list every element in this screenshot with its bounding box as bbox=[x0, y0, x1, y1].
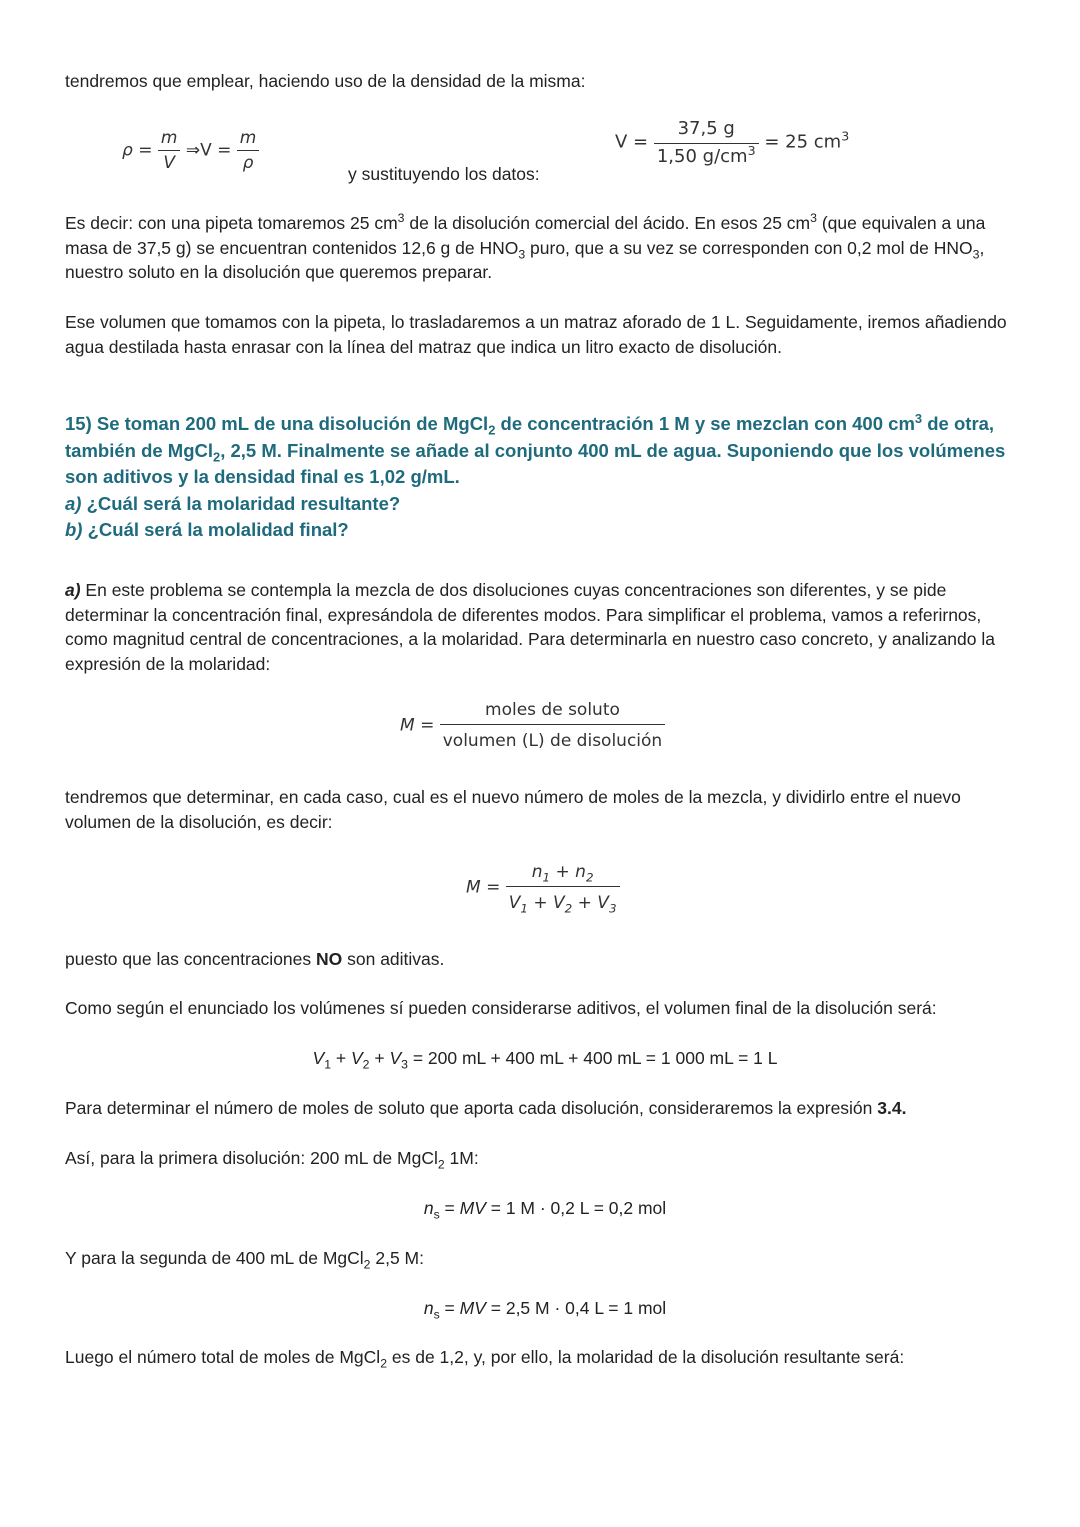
density-formula: ρ = $\frac{m}{V}$ ⇒V = $\frac{m}{\rho}$ bbox=[122, 128, 259, 173]
paragraph-flask: Ese volumen que tomamos con la pipeta, lo trasladaremos a un matraz aforado de 1 L. Seguidamente, iremos añadiendo agua destilada hasta enrasar con la línea del matraz que indica un litro exacto de disolución. bbox=[65, 312, 1007, 357]
paragraph-expression: Para determinar el número de moles de soluto que aporta cada disolución, consideraremos la expresión 3.4. bbox=[65, 1098, 907, 1118]
question-part-b: b) ¿Cuál será la molalidad final? bbox=[65, 519, 349, 540]
intro-line: tendremos que emplear, haciendo uso de la densidad de la misma: bbox=[65, 71, 586, 91]
answer-a-paragraph: a) En este problema se contempla la mezcla de dos disoluciones cuyas concentraciones son diferentes, y se pide determinar la concentración final, expresándola de diferentes modos. Para simplificar el problema, vamos a referirnos, como magnitud central de concentraciones, a la molaridad. Para determinarla en nuestro caso concreto, y analizando la expresión de la molaridad: bbox=[65, 580, 995, 674]
paragraph-not-additive: puesto que las concentraciones NO son aditivas. bbox=[65, 949, 445, 969]
question-part-a: a) ¿Cuál será la molaridad resultante? bbox=[65, 492, 401, 514]
mix-formula: M = $\frac{n_1 + n_2}{V_1 + V_2 + V_3}$ bbox=[466, 862, 620, 913]
paragraph-volumes: Como según el enunciado los volúmenes sí pueden considerarse aditivos, el volumen final de la disolución será: bbox=[65, 998, 937, 1018]
first-solution-line: Así, para la primera disolución: 200 mL de MgCl$_2$ 1M: bbox=[65, 1148, 479, 1172]
volume-sum-equation: $V_1 + V_2 + V_3 = 200$ mL + 400 mL + 400 mL = 1 000 mL = 1 L bbox=[312, 1048, 778, 1072]
question-15: 15) Se toman 200 mL de una disolución de MgCl$_2$ de concentración 1 M y se mezclan con 400 $cm^3$ de otra, también de MgCl$_2$, 2,5 M. Finalmente se añade al conjunto 400 mL de agua. Suponiendo que los volúmenes son aditivos y la densidad final es 1,02 g/mL. a) ¿Cuál será la molaridad resultante? b) ¿Cuál será la molalidad final? bbox=[65, 410, 1006, 540]
volume-formula: V = $\frac{37,5 g}{1,50 g/cm^3}$ = 25 $cm^3$ bbox=[615, 118, 850, 167]
second-moles-equation: $n_s$ = MV = 2,5 M · 0,4 L = 1 mol bbox=[423, 1298, 667, 1322]
substituting-label: y sustituyendo los datos: bbox=[348, 164, 540, 184]
paragraph-determine: tendremos que determinar, en cada caso, cual es el nuevo número de moles de la mezcla, y dividirlo entre el nuevo volumen de la disolución, es decir: bbox=[65, 787, 961, 832]
second-solution-line: Y para la segunda de 400 mL de MgCl$_2$ 2,5 M: bbox=[65, 1248, 424, 1272]
molarity-formula: M = $\frac{\text{moles de soluto}}{\text{volumen (L) de disolución}}$ bbox=[400, 700, 665, 751]
paragraph-pipette: Es decir: con una pipeta tomaremos 25 $cm^3$ de la disolución comercial del ácido. En esos 25 $cm^3$ (que equivalen a una masa de 37,5 g) se encuentran contenidos 12,6 g de $HNO_3$ puro, que a su vez se corresponden con 0,2 mol de $HNO_3$, nuestro soluto en la disolución que queremos preparar. bbox=[65, 211, 986, 282]
final-line: Luego el número total de moles de MgCl$_2$ es de 1,2, y, por ello, la molaridad de la disolución resultante será: bbox=[65, 1347, 905, 1371]
first-moles-equation: $n_s$ = MV = 1 M · 0,2 L = 0,2 mol bbox=[423, 1198, 667, 1222]
